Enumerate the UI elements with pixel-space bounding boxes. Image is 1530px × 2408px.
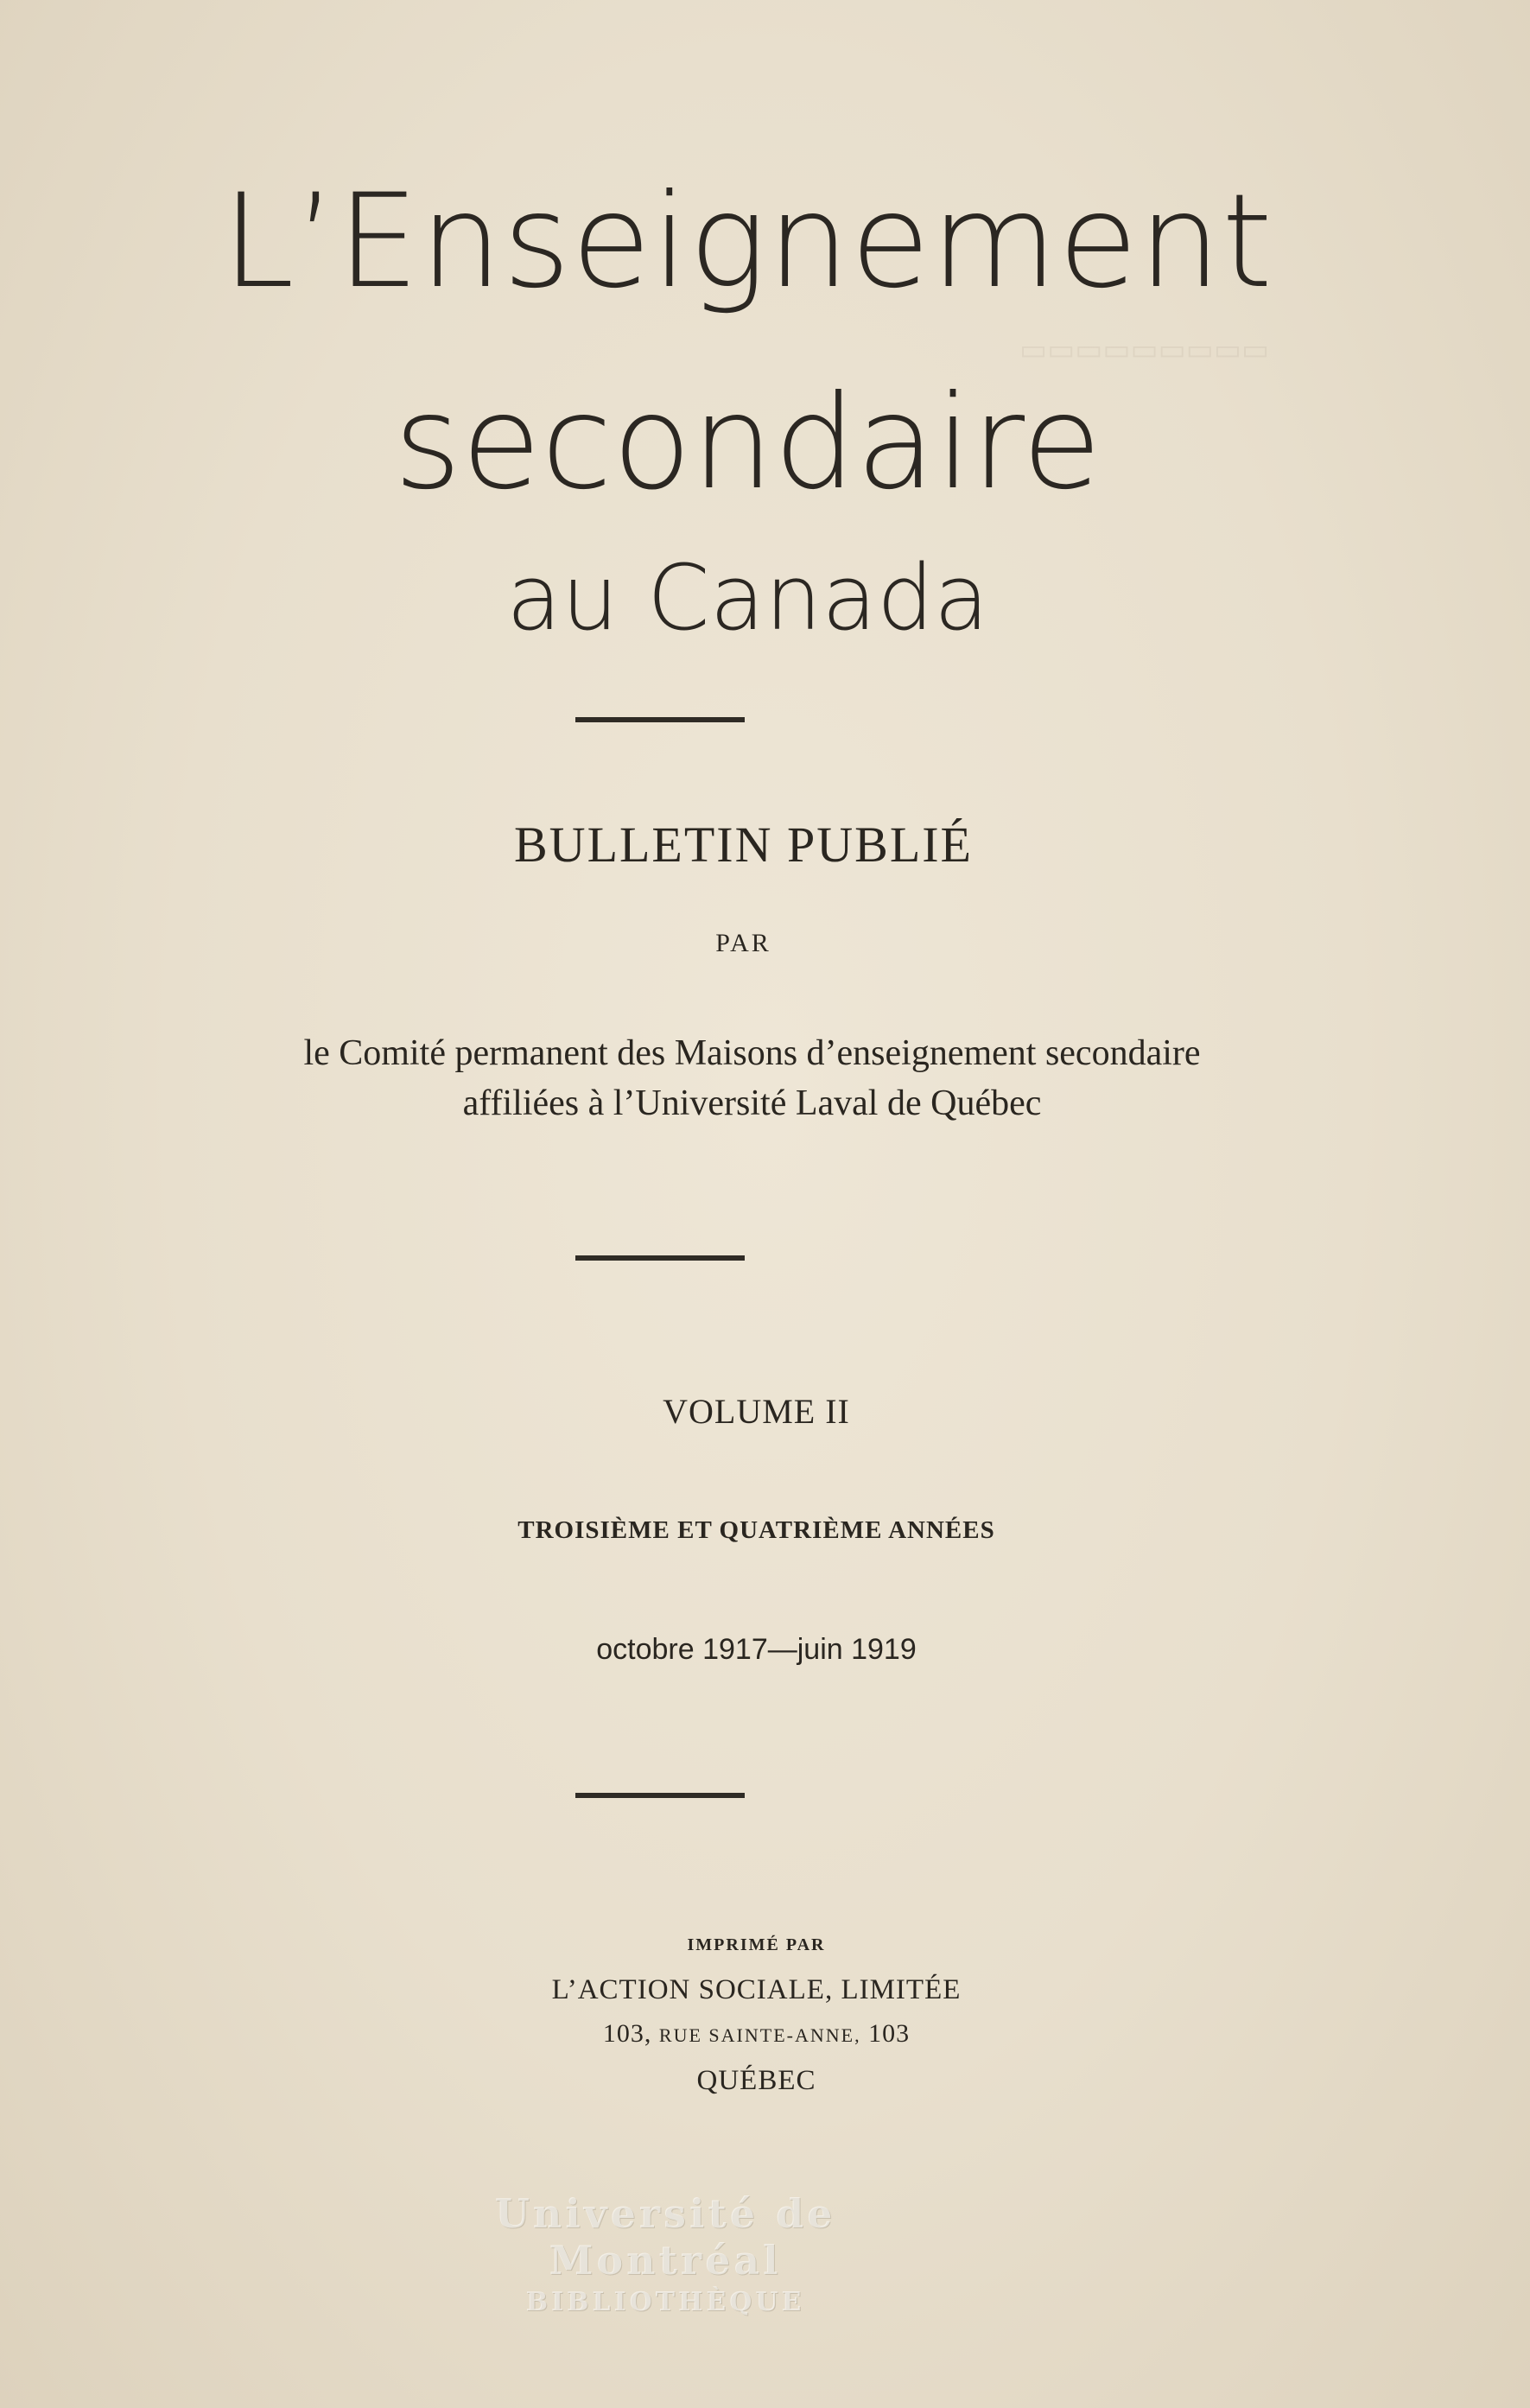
address-number-2: 103 [868, 2019, 911, 2048]
publisher-line-1: le Comité permanent des Maisons d’enseignement secondaire [303, 1033, 1201, 1073]
printer-name: L’ACTION SOCIALE, LIMITÉE [551, 1974, 962, 2005]
printer-city: QUÉBEC [696, 2065, 816, 2096]
bulletin-heading: BULLETIN PUBLIÉ [514, 816, 973, 873]
years-label: TROISIÈME ET QUATRIÈME ANNÉES [517, 1516, 995, 1544]
divider-rule-2 [575, 1255, 745, 1261]
stamp-line-2: BIBLIOTHÈQUE [525, 2287, 805, 2317]
stamp-line-1: Université de Montréal [494, 2190, 836, 2284]
date-range: octobre 1917—juin 1919 [596, 1633, 917, 1666]
address-street: RUE SAINTE-ANNE, [658, 2024, 861, 2046]
title-line-3: au Canada [506, 545, 989, 651]
printed-by-label: IMPRIMÉ PAR [687, 1935, 826, 1954]
par-label: PAR [715, 929, 771, 957]
divider-rule-3 [575, 1793, 745, 1798]
bleed-through-text: ▭▭▭▭▭▭▭▭▭ [1019, 334, 1270, 366]
printer-address [0, 2019, 1521, 2049]
volume-label: VOLUME II [663, 1392, 850, 1431]
title-line-2: secondaire [393, 368, 1102, 518]
publisher-line-2: affiliées à l’Université Laval de Québec [462, 1083, 1042, 1123]
title-line-1: L’Enseignement [222, 167, 1273, 317]
publisher-block [0, 1028, 1517, 1128]
divider-rule-1 [575, 717, 745, 722]
address-number-1: 103, [602, 2019, 652, 2048]
library-stamp [406, 2190, 924, 2317]
